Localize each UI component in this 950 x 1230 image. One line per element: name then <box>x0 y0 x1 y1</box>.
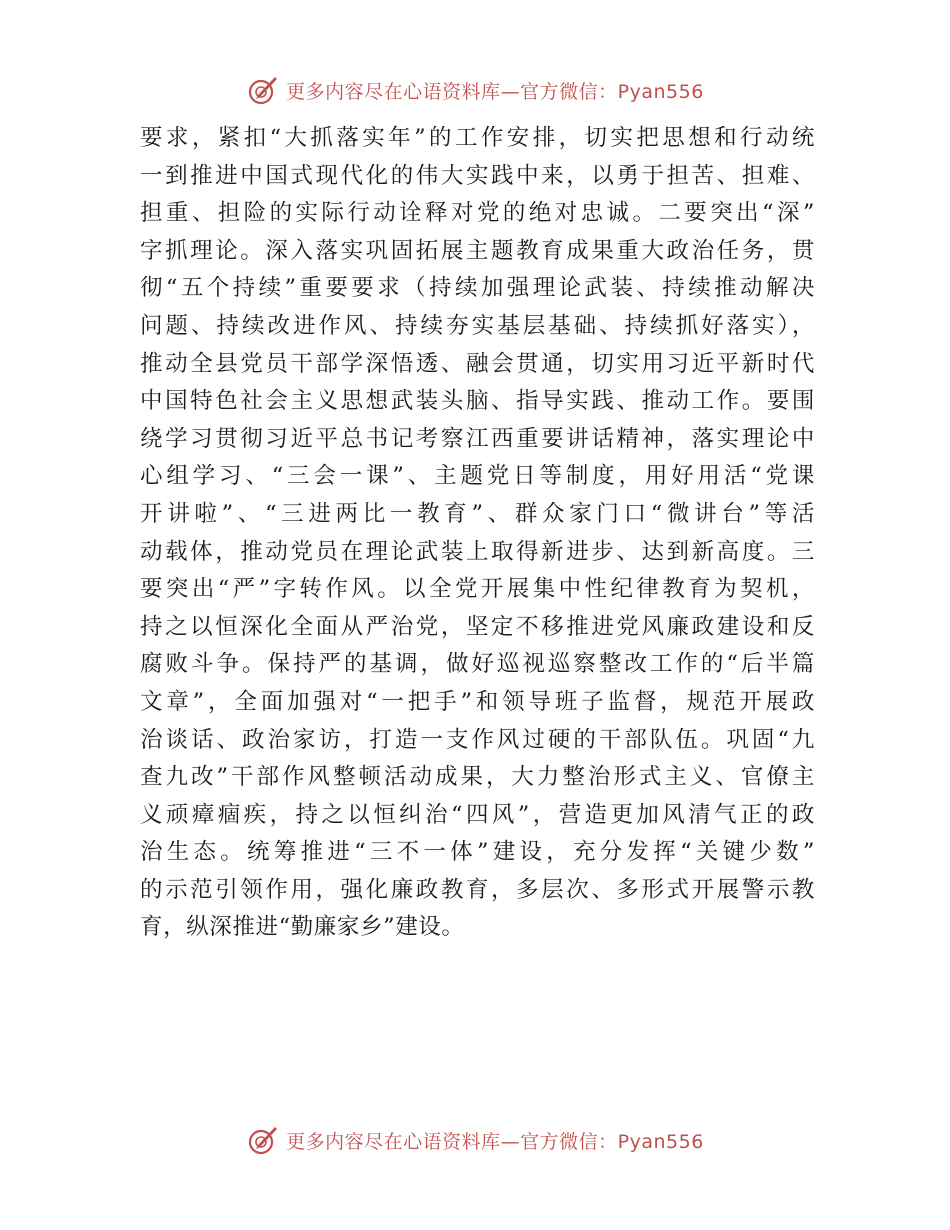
text-line: 担重、担险的实际行动诠释对党的绝对忠诚。二要突出“深” <box>140 200 815 227</box>
text-line: 问题、持续改进作风、持续夯实基层基础、持续抓好落实）， <box>140 312 815 339</box>
text-line: 心组学习、“三会一课”、主题党日等制度，用好用活“党课 <box>140 463 815 490</box>
text-line: 的示范引领作用，强化廉政教育，多层次、多形式开展警示教 <box>140 876 815 903</box>
document-body <box>140 120 815 947</box>
text-line: 中国特色社会主义思想武装头脑、指导实践、推动工作。要围 <box>140 388 815 415</box>
text-line: 字抓理论。深入落实巩固拓展主题教育成果重大政治任务，贯 <box>140 237 815 264</box>
header-banner <box>0 70 950 110</box>
quill-pen-icon <box>246 1123 280 1157</box>
text-line: 绕学习贯彻习近平总书记考察江西重要讲话精神，落实理论中 <box>140 425 815 452</box>
footer-banner-text: 更多内容尽在心语资料库—官方微信：Pyan556 <box>286 1130 704 1153</box>
quill-pen-icon <box>246 73 280 107</box>
text-line: 腐败斗争。保持严的基调，做好巡视巡察整改工作的“后半篇 <box>140 651 815 678</box>
text-line: 育，纵深推进“勤廉家乡”建设。 <box>140 914 465 941</box>
text-line: 要求，紧扣“大抓落实年”的工作安排，切实把思想和行动统 <box>140 125 815 151</box>
text-line: 要突出“严”字转作风。以全党开展集中性纪律教育为契机， <box>140 576 815 603</box>
text-line: 动载体，推动党员在理论武装上取得新进步、达到新高度。三 <box>140 538 815 565</box>
footer-banner <box>0 1120 950 1160</box>
text-line: 查九改”干部作风整顿活动成果，大力整治形式主义、官僚主 <box>140 764 815 791</box>
text-line: 开讲啦”、“三进两比一教育”、群众家门口“微讲台”等活 <box>140 500 815 527</box>
header-banner-text: 更多内容尽在心语资料库—官方微信：Pyan556 <box>286 80 704 103</box>
text-line: 持之以恒深化全面从严治党，坚定不移推进党风廉政建设和反 <box>140 613 815 640</box>
text-line: 文章”，全面加强对“一把手”和领导班子监督，规范开展政 <box>140 688 815 715</box>
text-line: 治生态。统筹推进“三不一体”建设，充分发挥“关键少数” <box>140 839 815 866</box>
text-line: 一到推进中国式现代化的伟大实践中来，以勇于担苦、担难、 <box>140 162 815 189</box>
text-line: 义顽瘴痼疾，持之以恒纠治“四风”，营造更加风清气正的政 <box>140 801 815 828</box>
text-line: 推动全县党员干部学深悟透、融会贯通，切实用习近平新时代 <box>140 350 815 377</box>
text-line: 彻“五个持续”重要要求（持续加强理论武装、持续推动解决 <box>140 275 815 302</box>
text-line: 治谈话、政治家访，打造一支作风过硬的干部队伍。巩固“九 <box>140 726 815 753</box>
